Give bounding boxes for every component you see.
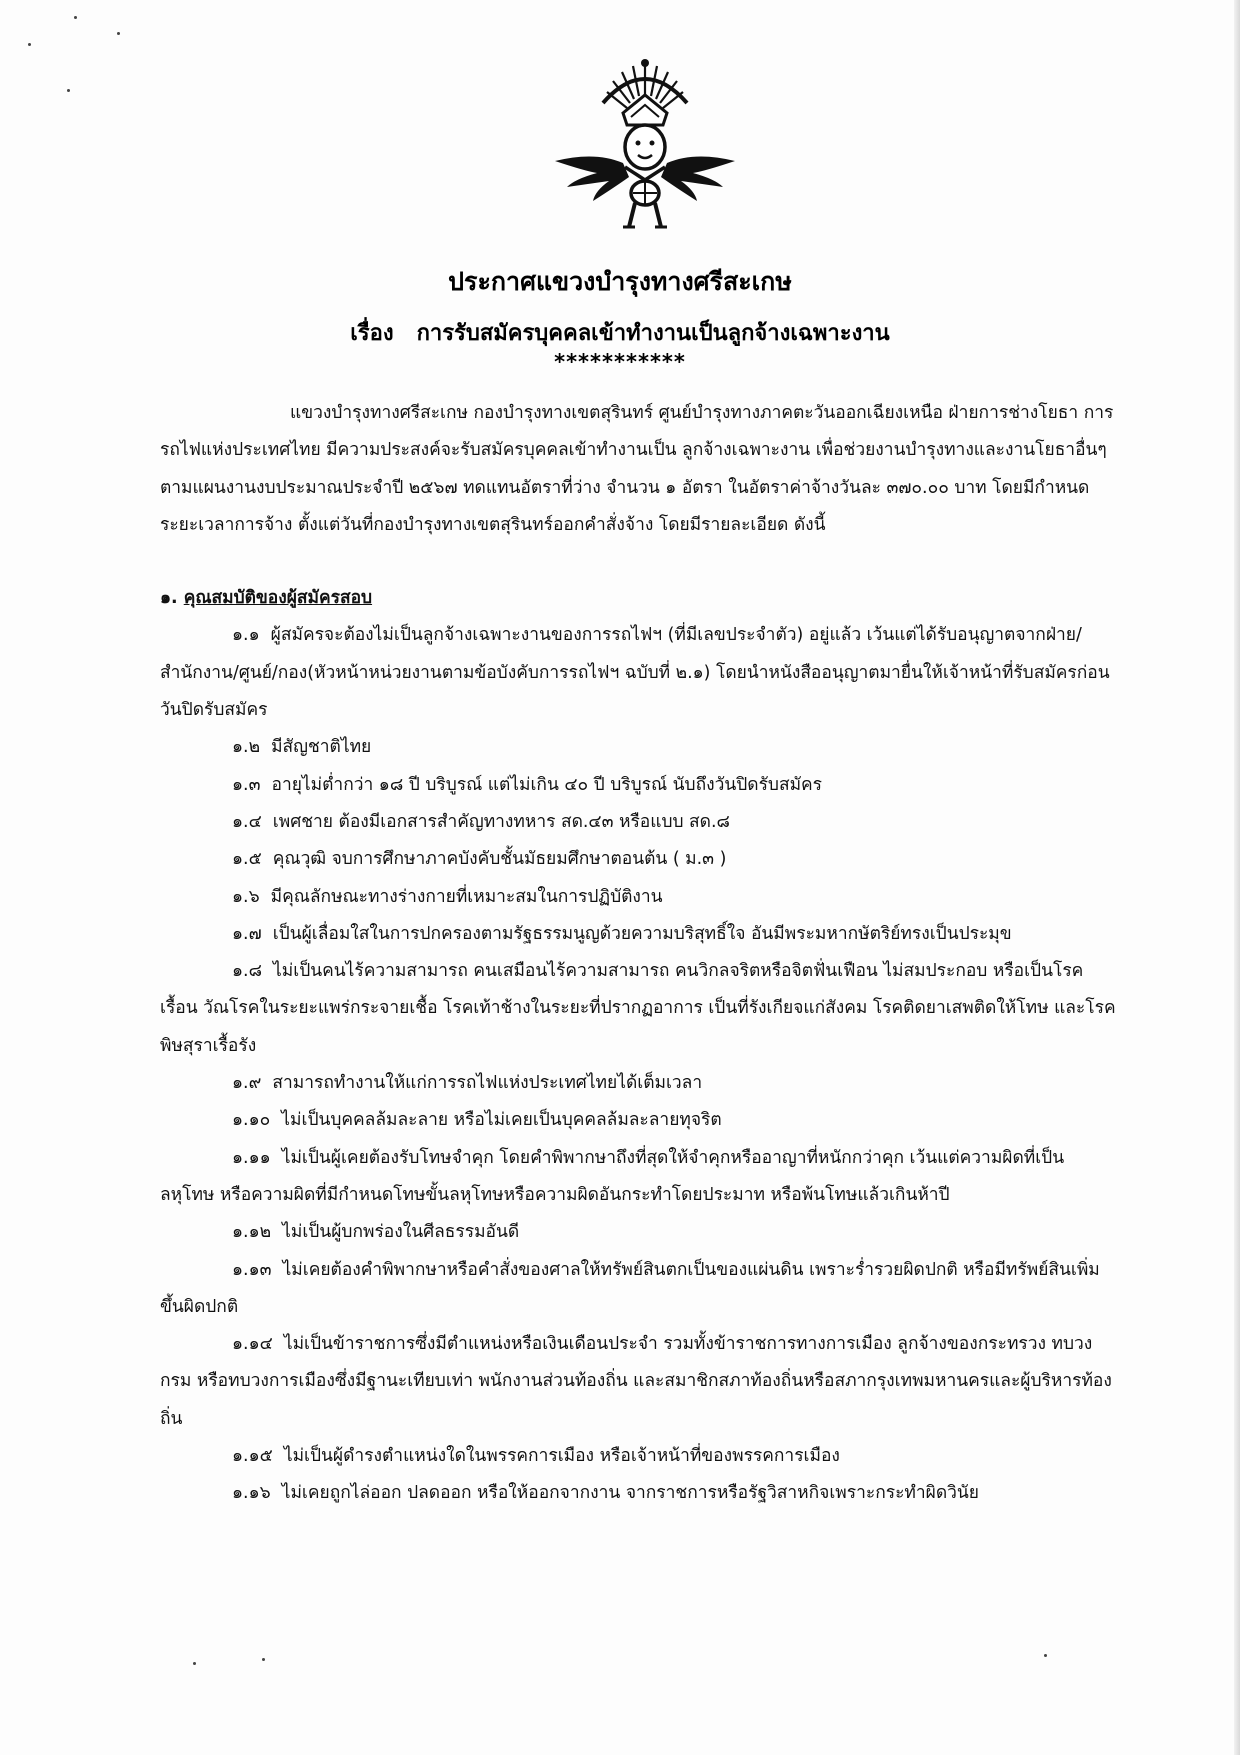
document-body <box>160 395 1118 1513</box>
item-number: ๑.๑๐ <box>232 1110 271 1131</box>
item-number: ๑.๑๑ <box>232 1147 271 1168</box>
item-number: ๑.๑๒ <box>232 1222 272 1243</box>
list-item <box>160 916 1118 953</box>
item-text: สามารถทำงานให้แก่การรถไฟแห่งประเทศไทยได้เต็มเวลา <box>272 1073 703 1094</box>
item-text: เพศชาย ต้องมีเอกสารสำคัญทางทหาร สด.๔๓ หรือแบบ สด.๘ <box>272 811 730 832</box>
item-number: ๑.๒ <box>232 737 261 758</box>
scan-speck <box>28 43 31 46</box>
item-number: ๑.๑๔ <box>232 1334 273 1355</box>
item-number: ๑.๑๓ <box>232 1259 272 1280</box>
item-number: ๑.๗ <box>232 923 262 944</box>
section-heading <box>160 580 1118 617</box>
srt-emblem-icon <box>545 55 745 233</box>
list-item <box>160 879 1118 916</box>
scan-speck <box>1044 1654 1047 1657</box>
list-item <box>160 841 1118 878</box>
item-text: ไม่เป็นผู้บกพร่องในศีลธรรมอันดี <box>282 1222 520 1243</box>
item-number: ๑.๕ <box>232 849 262 870</box>
list-item <box>160 1065 1118 1102</box>
item-text: ไม่เป็นข้าราชการซึ่งมีตำแหน่งหรือเงินเดือนประจำ รวมทั้งข้าราชการทางการเมือง ลูกจ้างของกระทรวง ทบวง กรม หรือทบวงการเมืองซึ่งมีฐานะเทียบเท่า พนักงานส่วนท้องถิ่น และสมาชิกสภาท้องถิ่นหรือสภากรุงเทพมหานครและผู้บริหารท้องถิ่น <box>160 1334 1112 1429</box>
announcement-subject <box>0 315 1240 350</box>
list-item <box>160 1252 1118 1327</box>
item-number: ๑.๑๖ <box>232 1483 271 1504</box>
item-text: ไม่เคยต้องคำพิพากษาหรือคำสั่งของศาลให้ทรัพย์สินตกเป็นของแผ่นดิน เพราะร่ำรวยผิดปกติ หรือมีทรัพย์สินเพิ่มขึ้นผิดปกติ <box>160 1259 1100 1317</box>
list-item <box>160 1326 1118 1438</box>
list-item <box>160 1102 1118 1139</box>
item-text: ไม่เป็นบุคคลล้มละลาย หรือไม่เคยเป็นบุคคลล้มละลายทุจริต <box>281 1110 722 1131</box>
announcement-title: ประกาศแขวงบำรุงทางศรีสะเกษ <box>448 267 792 296</box>
scan-speck <box>67 89 70 92</box>
item-text: ผู้สมัครจะต้องไม่เป็นลูกจ้างเฉพาะงานของการรถไฟฯ (ที่มีเลขประจำตัว) อยู่แล้ว เว้นแต่ได้รับอนุญาตจากฝ่าย/สำนักงาน/ศูนย์/กอง(หัวหน้าหน่วยงานตามข้อบังคับการรถไฟฯ ฉบับที่ ๒.๑) โดยนำหนังสืออนุญาตมายื่นให้เจ้าหน้าที่รับสมัครก่อนวันปิดรับสมัคร <box>160 625 1110 721</box>
subject-label: เรื่อง <box>350 321 394 346</box>
item-number: ๑.๑ <box>232 625 260 646</box>
list-item <box>160 767 1118 804</box>
list-item <box>160 953 1118 1065</box>
scan-speck <box>262 1658 265 1661</box>
item-text: ไม่เป็นคนไร้ความสามารถ คนเสมือนไร้ความสามารถ คนวิกลจริตหรือจิตฟั่นเฟือน ไม่สมประกอบ หรือเป็นโรคเรื้อน วัณโรคในระยะแพร่กระจายเชื้อ โรคเท้าช้างในระยะที่ปรากฏอาการ เป็นที่รังเกียจแก่สังคม โรคติดยาเสพติดให้โทษ และโรคพิษสุราเรื้อรัง <box>160 961 1116 1056</box>
scan-speck <box>74 16 77 19</box>
item-number: ๑.๑๕ <box>232 1446 273 1467</box>
item-number: ๑.๘ <box>232 961 262 982</box>
section-number: ๑. <box>160 588 178 609</box>
item-number: ๑.๓ <box>232 774 261 795</box>
list-item <box>160 1214 1118 1251</box>
item-text: ไม่เป็นผู้เคยต้องรับโทษจำคุก โดยคำพิพากษาถึงที่สุดให้จำคุกหรืออาญาที่หนักกว่าคุก เว้นแต่ความผิดที่เป็นลหุโทษ หรือความผิดที่มีกำหนดโทษขั้นลหุโทษหรือความผิดอันกระทำโดยประมาท หรือพ้นโทษแล้วเกินห้าปี <box>160 1147 1065 1205</box>
title-separator: *********** <box>554 350 686 374</box>
list-item <box>160 1475 1118 1512</box>
item-text: เป็นผู้เลื่อมใสในการปกครองตามรัฐธรรมนูญด้วยความบริสุทธิ์ใจ อันมีพระมหากษัตริย์ทรงเป็นประมุข <box>272 923 1012 944</box>
item-text: มีสัญชาติไทย <box>271 737 372 758</box>
item-text: อายุไม่ต่ำกว่า ๑๘ ปี บริบูรณ์ แต่ไม่เกิน ๔๐ ปี บริบูรณ์ นับถึงวันปิดรับสมัคร <box>271 774 823 795</box>
list-item <box>160 617 1118 729</box>
item-text: ไม่เคยถูกไล่ออก ปลดออก หรือให้ออกจากงาน จากราชการหรือรัฐวิสาหกิจเพราะกระทำผิดวินัย <box>281 1483 979 1504</box>
list-item <box>160 729 1118 766</box>
list-item <box>160 804 1118 841</box>
subject-text: การรับสมัครบุคคลเข้าทำงานเป็นลูกจ้างเฉพาะงาน <box>416 321 890 346</box>
item-text: คุณวุฒิ จบการศึกษาภาคบังคับชั้นมัธยมศึกษาตอนต้น ( ม.๓ ) <box>272 849 727 870</box>
scan-speck <box>193 1662 196 1665</box>
scan-speck <box>117 32 120 35</box>
item-number: ๑.๔ <box>232 811 262 832</box>
list-item <box>160 1140 1118 1215</box>
section-title: คุณสมบัติของผู้สมัครสอบ <box>183 588 373 609</box>
item-number: ๑.๙ <box>232 1073 262 1094</box>
qualification-list <box>160 617 1118 1512</box>
item-number: ๑.๖ <box>232 886 260 907</box>
intro-paragraph: แขวงบำรุงทางศรีสะเกษ กองบำรุงทางเขตสุรินทร์ ศูนย์บำรุงทางภาคตะวันออกเฉียงเหนือ ฝ่ายการช่างโยธา การรถไฟแห่งประเทศไทย มีความประสงค์จะรับสมัครบุคคลเข้าทำงานเป็น ลูกจ้างเฉพาะงาน เพื่อช่วยงานบำรุงทางและงานโยธาอื่นๆ ตามแผนงานงบประมาณประจำปี ๒๕๖๗ ทดแทนอัตราที่ว่าง จำนวน ๑ อัตรา ในอัตราค่าจ้างวันละ ๓๗๐.๐๐ บาท โดยมีกำหนดระยะเวลาการจ้าง ตั้งแต่วันที่กองบำรุงทางเขตสุรินทร์ออกคำสั่งจ้าง โดยมีรายละเอียด ดังนี้ <box>160 403 1114 535</box>
item-text: มีคุณลักษณะทางร่างกายที่เหมาะสมในการปฏิบัติงาน <box>270 886 663 907</box>
item-text: ไม่เป็นผู้ดำรงตำแหน่งใดในพรรคการเมือง หรือเจ้าหน้าที่ของพรรคการเมือง <box>283 1446 840 1467</box>
list-item <box>160 1438 1118 1475</box>
